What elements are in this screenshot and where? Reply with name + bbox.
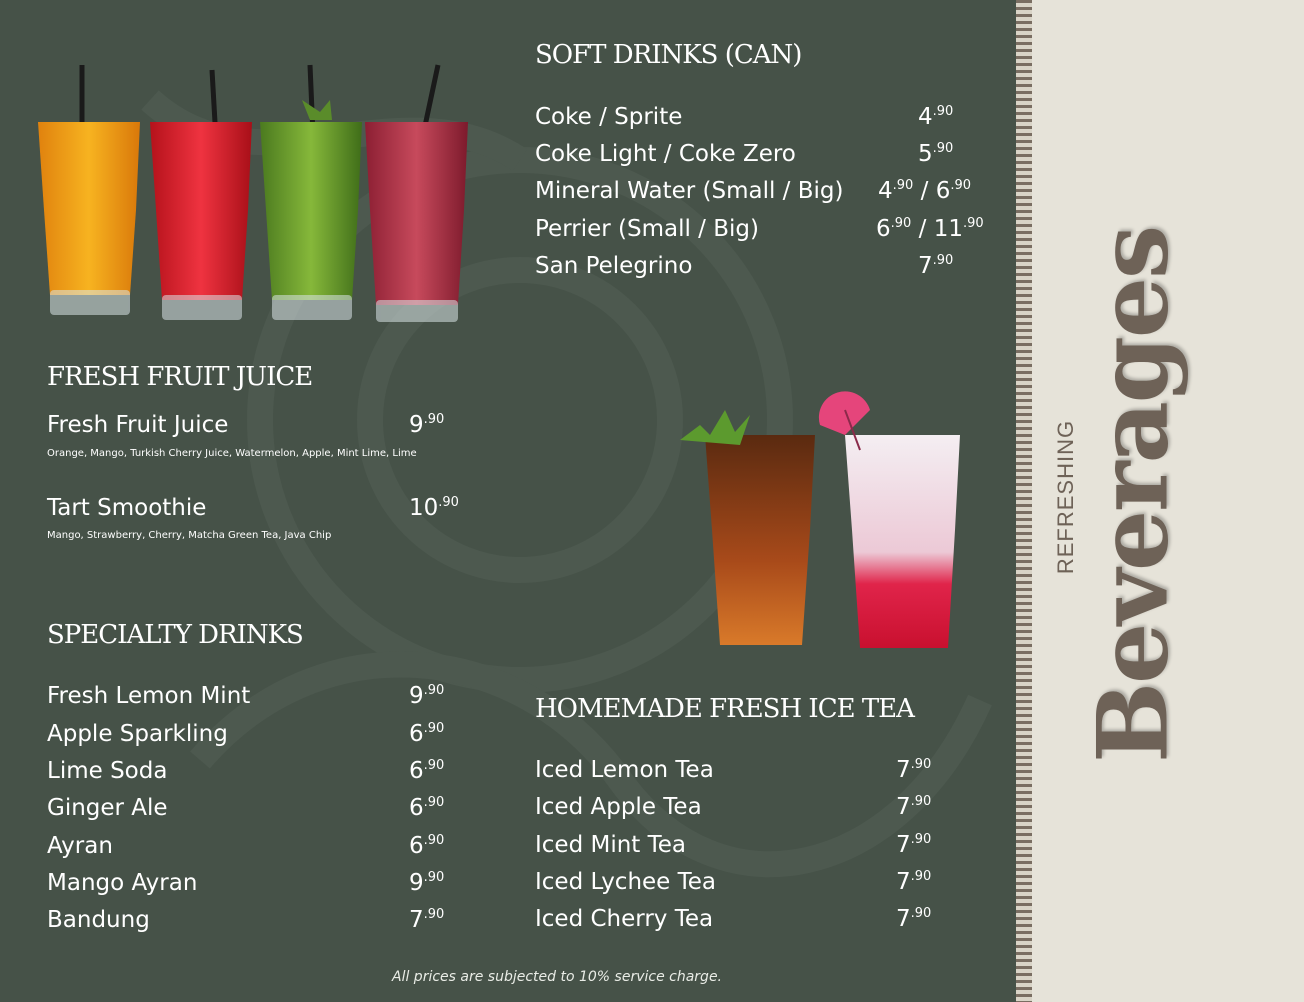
list-item: Apple Sparkling: [47, 721, 228, 747]
item-price: $7^{.90}$: [896, 757, 932, 783]
list-item: Tart Smoothie: [47, 495, 207, 521]
item-price: $9^{.90}$: [409, 870, 445, 896]
list-item: San Pelegrino: [535, 253, 693, 279]
item-price: $7^{.90}$: [896, 794, 932, 820]
item-price: $5^{.90}$: [918, 141, 954, 167]
list-item: Fresh Lemon Mint: [47, 683, 251, 709]
list-item: Iced Lemon Tea: [535, 757, 714, 783]
list-item: Ginger Ale: [47, 795, 168, 821]
section-title: Beverages: [1076, 226, 1190, 764]
item-price: $6^{.90}$: [409, 758, 445, 784]
item-price: $6^{.90} / 11^{.90}$: [876, 216, 984, 242]
list-item: Mango Ayran: [47, 870, 198, 896]
soft-drinks-heading: SOFT DRINKS (CAN): [535, 40, 802, 70]
specialty-drinks-heading: SPECIALTY DRINKS: [47, 620, 303, 650]
item-price: $9^{.90}$: [409, 412, 445, 438]
item-description: Mango, Strawberry, Cherry, Matcha Green Tea, Java Chip: [47, 530, 332, 541]
list-item: Bandung: [47, 907, 150, 933]
item-price: $4^{.90} / 6^{.90}$: [878, 178, 972, 204]
ice-tea-heading: HOMEMADE FRESH ICE TEA: [535, 694, 914, 724]
list-item: Fresh Fruit Juice: [47, 412, 229, 438]
item-price: $10^{.90}$: [409, 495, 459, 521]
item-price: $7^{.90}$: [896, 832, 932, 858]
fruit-juice-glasses-photo: [30, 60, 480, 325]
iced-tea-glasses-photo: [670, 390, 970, 655]
item-price: $7^{.90}$: [896, 906, 932, 932]
item-price: $6^{.90}$: [409, 795, 445, 821]
service-charge-note: All prices are subjected to 10% service charge.: [392, 969, 723, 985]
item-price: $4^{.90}$: [918, 104, 954, 130]
list-item: Coke Light / Coke Zero: [535, 141, 796, 167]
list-item: Iced Lychee Tea: [535, 869, 717, 895]
item-price: $7^{.90}$: [409, 907, 445, 933]
fresh-fruit-juice-heading: FRESH FRUIT JUICE: [47, 362, 313, 392]
list-item: Coke / Sprite: [535, 104, 683, 130]
list-item: Iced Mint Tea: [535, 832, 687, 858]
item-price: $9^{.90}$: [409, 683, 445, 709]
item-description: Orange, Mango, Turkish Cherry Juice, Watermelon, Apple, Mint Lime, Lime: [47, 448, 417, 459]
spiral-binding: [1016, 0, 1032, 1002]
item-price: $6^{.90}$: [409, 721, 445, 747]
item-price: $7^{.90}$: [896, 869, 932, 895]
list-item: Ayran: [47, 833, 113, 859]
item-price: $6^{.90}$: [409, 833, 445, 859]
list-item: Perrier (Small / Big): [535, 216, 759, 242]
item-price: $7^{.90}$: [918, 253, 954, 279]
list-item: Mineral Water (Small / Big): [535, 178, 844, 204]
section-subtitle: REFRESHING: [1053, 419, 1078, 575]
list-item: Iced Cherry Tea: [535, 906, 714, 932]
list-item: Iced Apple Tea: [535, 794, 702, 820]
list-item: Lime Soda: [47, 758, 168, 784]
